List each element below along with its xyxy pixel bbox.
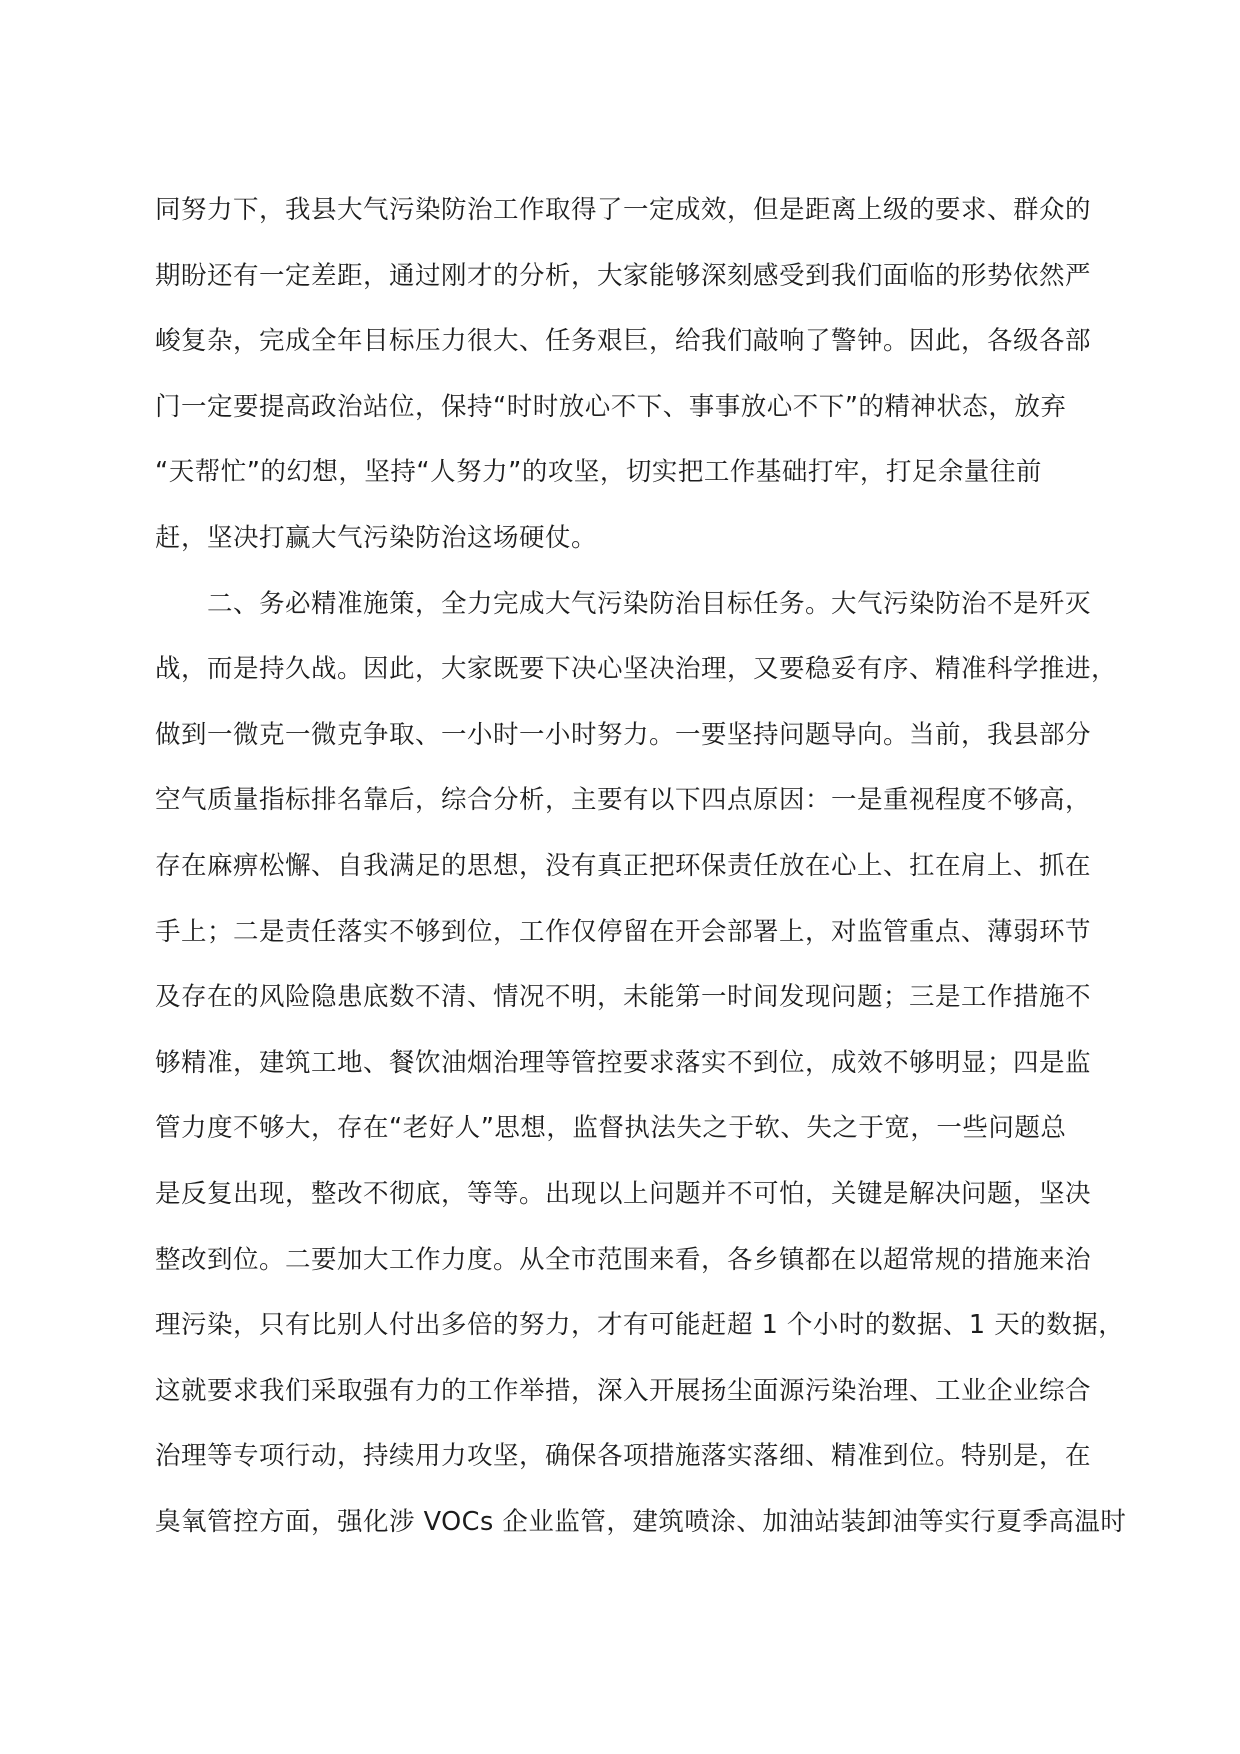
text-line: 够精准，建筑工地、餐饮油烟治理等管控要求落实不到位，成效不够明显；四是监 <box>155 1047 1092 1078</box>
text-line: 峻复杂，完成全年目标压力很大、任务艰巨，给我们敲响了警钟。因此，各级各部 <box>155 326 1092 357</box>
text-line: 赶，坚决打赢大气污染防治这场硬仗。 <box>155 522 598 553</box>
text-line: 做到一微克一微克争取、一小时一小时努力。一要坚持问题导向。当前，我县部分 <box>155 719 1092 750</box>
text-line: 门一定要提高政治站位，保持“时时放心不下、事事放心不下”的精神状态，放弃 <box>155 391 1067 422</box>
text-line: 及存在的风险隐患底数不清、情况不明，未能第一时间发现问题；三是工作措施不 <box>155 982 1092 1013</box>
text-line: 二、务必精准施策，全力完成大气污染防治目标任务。大气污染防治不是歼灭 <box>155 588 1092 619</box>
text-line: 这就要求我们采取强有力的工作举措，深入开展扬尘面源污染治理、工业企业综合 <box>155 1375 1092 1406</box>
text-line: 整改到位。二要加大工作力度。从全市范围来看，各乡镇都在以超常规的措施来治 <box>155 1244 1092 1275</box>
text-line: 期盼还有一定差距，通过刚才的分析，大家能够深刻感受到我们面临的形势依然严 <box>155 260 1092 291</box>
body-text <box>155 188 1127 1565</box>
text-line: 存在麻痹松懈、自我满足的思想，没有真正把环保责任放在心上、扛在肩上、抓在 <box>155 850 1092 881</box>
text-line: 理污染，只有比别人付出多倍的努力，才有可能赶超 1 个小时的数据、1 天的数据， <box>155 1310 1125 1341</box>
text-line: “天帮忙”的幻想，坚持“人努力”的攻坚，切实把工作基础打牢，打足余量往前 <box>155 457 1042 488</box>
text-line: 臭氧管控方面，强化涉 VOCs 企业监管，建筑喷涂、加油站装卸油等实行夏季高温时 <box>155 1506 1127 1537</box>
text-line: 管力度不够大，存在“老好人”思想，监督执法失之于软、失之于宽，一些问题总 <box>155 1113 1067 1144</box>
text-line: 同努力下，我县大气污染防治工作取得了一定成效，但是距离上级的要求、群众的 <box>155 195 1092 225</box>
text-line: 治理等专项行动，持续用力攻坚，确保各项措施落实落细、精准到位。特别是，在 <box>155 1441 1092 1472</box>
text-line: 战，而是持久战。因此，大家既要下决心坚决治理，又要稳妥有序、精准科学推进， <box>155 654 1118 685</box>
text-line: 手上；二是责任落实不够到位，工作仅停留在开会部署上，对监管重点、薄弱环节 <box>155 916 1092 947</box>
text-line: 是反复出现，整改不彻底，等等。出现以上问题并不可怕，关键是解决问题，坚决 <box>155 1178 1092 1209</box>
text-line: 空气质量指标排名靠后，综合分析，主要有以下四点原因：一是重视程度不够高， <box>155 785 1092 816</box>
